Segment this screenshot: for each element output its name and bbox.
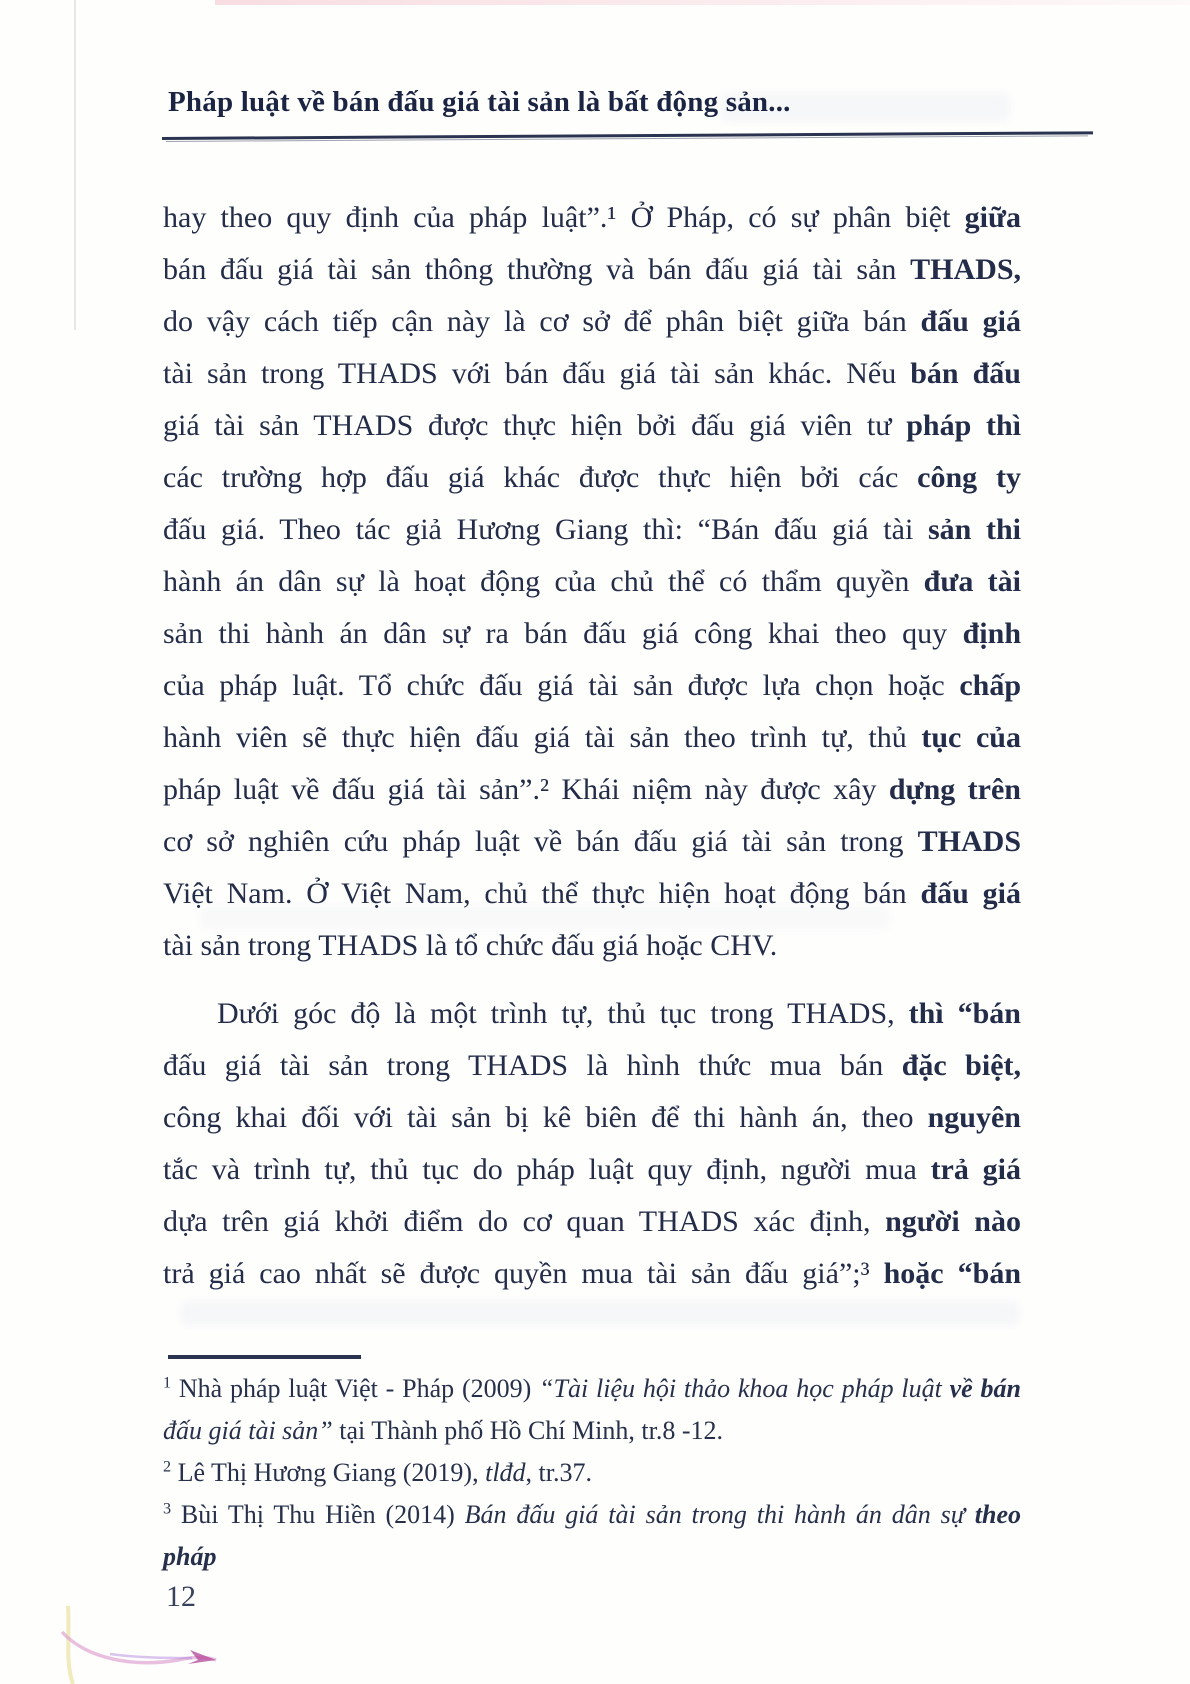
footnote-text: tlđd xyxy=(485,1458,526,1487)
footnote-text: Bùi Thị Thu Hiền (2014) xyxy=(171,1500,465,1529)
footnote-marker: 2 xyxy=(163,1458,172,1476)
text-line: trả giá cao nhất sẽ được quyền mua tài sản đấu giá”;³ hoặc “bán xyxy=(163,1257,1021,1290)
text-line: hành án dân sự là hoạt động của chủ thể có thẩm quyền đưa tài xyxy=(163,565,1021,598)
page-number: 12 xyxy=(166,1580,196,1613)
text-line: công khai đối với tài sản bị kê biên để thi hành án, theo nguyên xyxy=(163,1101,1021,1134)
text-line: của pháp luật. Tổ chức đấu giá tài sản được lựa chọn hoặc chấp xyxy=(163,669,1021,702)
footnote-text: Nhà pháp luật Việt - Pháp (2009) xyxy=(171,1374,540,1403)
text-line: các trường hợp đấu giá khác được thực hiện bởi các công ty xyxy=(163,461,1021,494)
bleedthrough-smudge xyxy=(180,1300,1020,1326)
footnote-text: Lê Thị Hương Giang (2019), xyxy=(171,1458,486,1487)
footnote-item xyxy=(163,1494,1021,1578)
text-line: tài sản trong THADS là tổ chức đấu giá hoặc CHV. xyxy=(163,929,778,962)
pen-scribble xyxy=(40,1598,270,1684)
paragraph xyxy=(163,192,1021,972)
text-line: hay theo quy định của pháp luật”.¹ Ở Pháp, có sự phân biệt giữa xyxy=(163,201,1021,234)
footnote-item xyxy=(163,1368,1021,1452)
scan-edge-top xyxy=(215,0,1190,5)
footnote-text: , tr.37. xyxy=(525,1458,592,1487)
running-header-title: Pháp luật về bán đấu giá tài sản là bất động sản... xyxy=(168,86,791,118)
text-line: tắc và trình tự, thủ tục do pháp luật quy định, người mua trả giá xyxy=(163,1153,1021,1186)
paragraph xyxy=(163,988,1021,1300)
footnote-text: về bán xyxy=(949,1374,1021,1403)
text-line: cơ sở nghiên cứu pháp luật về bán đấu giá tài sản trong THADS xyxy=(163,825,1021,858)
text-line: Việt Nam. Ở Việt Nam, chủ thể thực hiện hoạt động bán đấu giá xyxy=(163,877,1021,910)
footnote-item xyxy=(163,1452,1021,1494)
footnotes xyxy=(163,1368,1021,1578)
footnote-marker: 1 xyxy=(163,1374,172,1392)
footnote-marker: 3 xyxy=(163,1500,172,1518)
text-line: đấu giá. Theo tác giả Hương Giang thì: “Bán đấu giá tài sản thi xyxy=(163,513,1021,546)
text-line: do vậy cách tiếp cận này là cơ sở để phân biệt giữa bán đấu giá xyxy=(163,305,1021,338)
text-line: giá tài sản THADS được thực hiện bởi đấu giá viên tư pháp thì xyxy=(163,409,1021,442)
text-line: bán đấu giá tài sản thông thường và bán đấu giá tài sản THADS, xyxy=(163,253,1021,286)
footnote-text: theo pháp xyxy=(163,1500,1021,1571)
text-line: tài sản trong THADS với bán đấu giá tài sản khác. Nếu bán đấu xyxy=(163,357,1021,390)
body-text xyxy=(163,192,1021,1300)
footnote-text: đấu giá tài sản” xyxy=(163,1416,333,1445)
footnote-separator xyxy=(168,1355,361,1359)
footnote-text: tại Thành phố Hồ Chí Minh, tr.8 -12. xyxy=(332,1416,723,1445)
text-line: dựa trên giá khởi điểm do cơ quan THADS xác định, người nào xyxy=(163,1205,1021,1238)
footnote-text: “Tài liệu hội thảo khoa học pháp luật xyxy=(539,1374,950,1403)
text-line: sản thi hành án dân sự ra bán đấu giá công khai theo quy định xyxy=(163,617,1021,650)
text-line: đấu giá tài sản trong THADS là hình thức mua bán đặc biệt, xyxy=(163,1049,1022,1082)
footnote-text: Bán đấu giá tài sản trong thi hành án dân sự xyxy=(464,1500,975,1529)
text-line: hành viên sẽ thực hiện đấu giá tài sản theo trình tự, thủ tục của xyxy=(163,721,1021,754)
header-rule xyxy=(162,131,1093,140)
scan-edge-left xyxy=(74,0,76,330)
text-line: Dưới góc độ là một trình tự, thủ tục trong THADS, thì “bán xyxy=(217,997,1021,1030)
text-line: pháp luật về đấu giá tài sản”.² Khái niệm này được xây dựng trên xyxy=(163,773,1021,806)
